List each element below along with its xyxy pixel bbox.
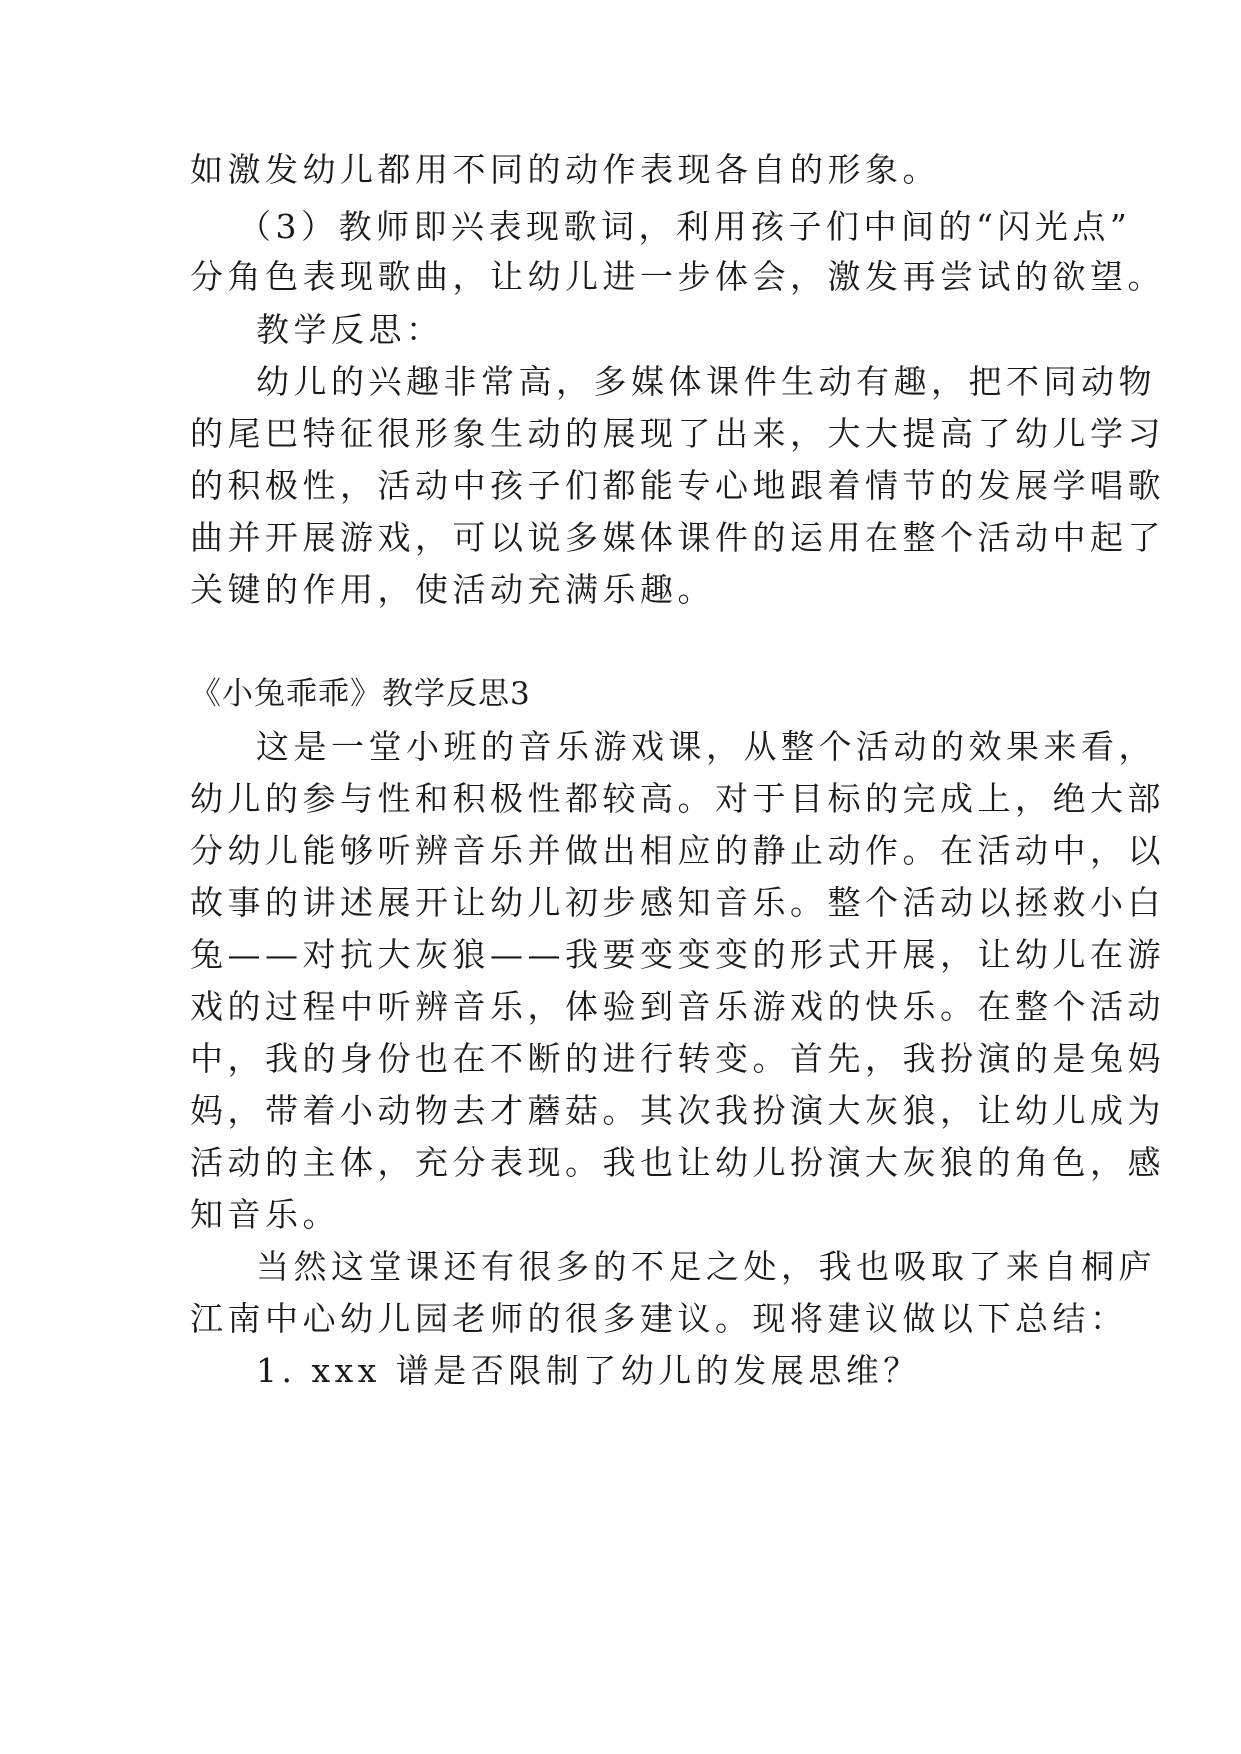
paragraph-line: 当然这堂课还有很多的不足之处，我也吸取了来自桐庐: [256, 1247, 1156, 1286]
paragraph-line: 活动的主体，充分表现。我也让幼儿扮演大灰狼的角色，感: [190, 1143, 1165, 1182]
paragraph-line: 知音乐。: [190, 1195, 340, 1234]
paragraph-line: 中，我的身份也在不断的进行转变。首先，我扮演的是兔妈: [190, 1039, 1165, 1078]
intro-line-1: 如激发幼儿都用不同的动作表现各自的形象。: [190, 150, 940, 189]
paragraph-line: 这是一堂小班的音乐游戏课，从整个活动的效果来看，: [256, 727, 1156, 766]
section-title: 《小兔乖乖》教学反思3: [190, 676, 531, 712]
paragraph-line: 分幼儿能够听辨音乐并做出相应的静止动作。在活动中，以: [190, 831, 1165, 870]
item-3-line-2: 分角色表现歌曲，让幼儿进一步体会，激发再尝试的欲望。: [190, 257, 1165, 296]
paragraph-line: 故事的讲述展开让幼儿初步感知音乐。整个活动以拯救小白: [190, 883, 1165, 922]
reflection-label: 教学反思：: [256, 310, 444, 349]
reflection-line: 的尾巴特征很形象生动的展现了出来，大大提高了幼儿学习: [190, 414, 1165, 453]
paragraph-line: 妈，带着小动物去才蘑菇。其次我扮演大灰狼，让幼儿成为: [190, 1091, 1165, 1130]
list-item-1: 1. xxx 谱是否限制了幼儿的发展思维？: [256, 1351, 921, 1390]
item-3-line-1: （3）教师即兴表现歌词，利用孩子们中间的“闪光点”: [238, 207, 1132, 246]
paragraph-line: 兔——对抗大灰狼——我要变变变的形式开展，让幼儿在游: [190, 935, 1165, 974]
paragraph-line: 戏的过程中听辨音乐，体验到音乐游戏的快乐。在整个活动: [190, 987, 1165, 1026]
reflection-line: 曲并开展游戏，可以说多媒体课件的运用在整个活动中起了: [190, 518, 1165, 557]
paragraph-line: 江南中心幼儿园老师的很多建议。现将建议做以下总结：: [190, 1299, 1128, 1338]
reflection-line: 关键的作用，使活动充满乐趣。: [190, 570, 715, 609]
paragraph-line: 幼儿的参与性和积极性都较高。对于目标的完成上，绝大部: [190, 779, 1165, 818]
reflection-line: 的积极性，活动中孩子们都能专心地跟着情节的发展学唱歌: [190, 466, 1165, 505]
reflection-line: 幼儿的兴趣非常高，多媒体课件生动有趣，把不同动物: [256, 362, 1156, 401]
